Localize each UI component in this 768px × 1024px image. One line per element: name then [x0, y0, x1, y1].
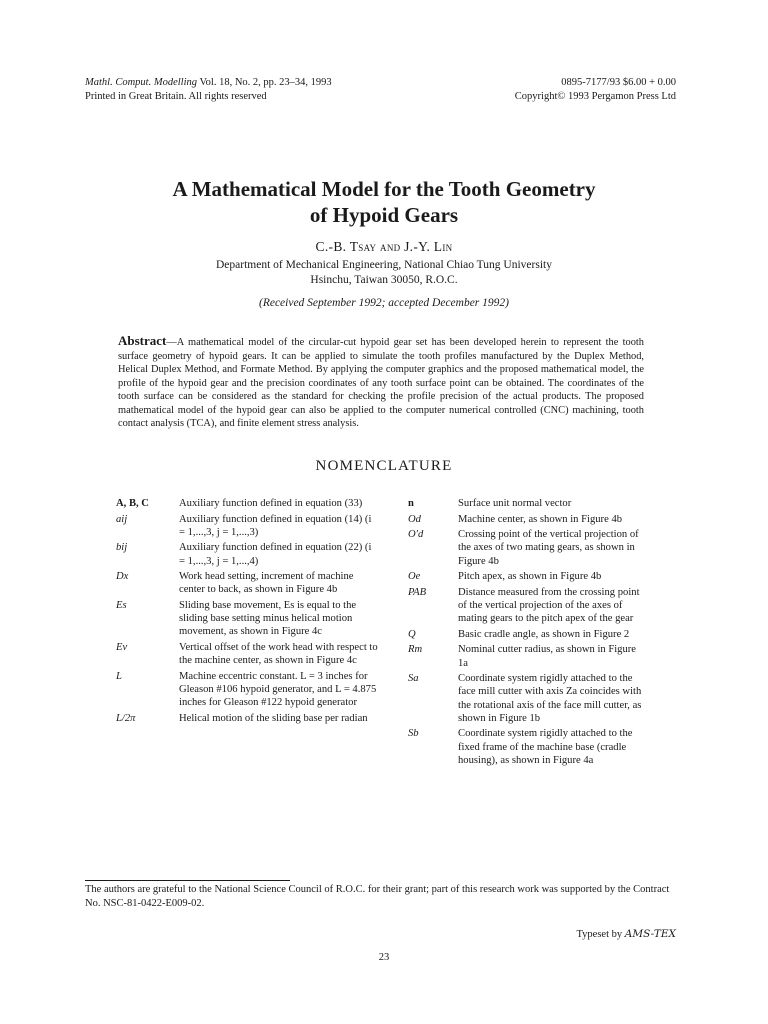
title-line-1: A Mathematical Model for the Tooth Geometry	[172, 177, 596, 201]
nomenclature-entry	[408, 513, 648, 526]
nomenclature-right-column	[408, 497, 648, 769]
nomenclature-entry	[116, 513, 378, 539]
nomenclature-entry	[116, 712, 378, 725]
nomenclature-definition: Auxiliary function defined in equation (14) (i = 1,...,3, j = 1,...,3)	[179, 513, 372, 538]
nomenclature-symbol: aij	[116, 513, 128, 525]
nomenclature-symbol: Rm	[408, 644, 423, 656]
nomenclature-entry	[116, 497, 378, 510]
journal-name: Mathl. Comput. Modelling	[85, 77, 197, 88]
printed-notice: Printed in Great Britain. All rights reserved	[85, 91, 267, 102]
nomenclature-symbol: bij	[116, 542, 128, 554]
nomenclature-symbol: L	[116, 670, 122, 682]
nomenclature-definition: Distance measured from the crossing point of the vertical projection of the axes of mating gears to the pitch apex of the gear	[458, 586, 640, 625]
nomenclature-left-column	[116, 497, 378, 727]
abstract-label: Abstract	[118, 333, 167, 348]
nomenclature-symbol: PAB	[408, 586, 427, 598]
nomenclature-symbol: Sa	[408, 673, 419, 685]
nomenclature-entry	[116, 570, 378, 596]
footnote-divider	[85, 880, 290, 881]
nomenclature-symbol: Ev	[116, 641, 128, 653]
copyright: Copyright© 1993 Pergamon Press Ltd	[514, 91, 676, 102]
ams-tex-logo: AMS-TEX	[624, 928, 676, 940]
nomenclature-symbol: O′d	[408, 529, 424, 541]
nomenclature-definition: Crossing point of the vertical projection of the axes of two mating gears, as shown in Figure 4b	[458, 529, 639, 567]
nomenclature-heading: NOMENCLATURE	[315, 458, 453, 474]
nomenclature-symbol: Dx	[116, 571, 129, 583]
footnote: The authors are grateful to the National Science Council of R.O.C. for their grant; part of this research work was supported by the Contract No. NSC-81-0422-E009-02.	[85, 884, 670, 909]
nomenclature-definition: Coordinate system rigidly attached to the face mill cutter with axis Za coincides with the rotational axis of the face mill cutter, as shown in Figure 1b	[458, 673, 642, 724]
affiliation	[0, 258, 768, 288]
nomenclature-definition: Auxiliary function defined in equation (22) (i = 1,...,3, j = 1,...,4)	[179, 542, 372, 567]
nomenclature-entry	[408, 643, 648, 669]
page-number: 23	[378, 952, 390, 963]
abstract-text: —A mathematical model of the circular-cut hypoid gear set has been developed herein to represent the tooth surface geometry of hypoid gears. It can be applied to simulate the tooth profiles manufactured by the Duplex Method, Helical Duplex Method, and Formate Method. By applying the computer graphics and the proposed mathematical model, the profile of the hypoid gear and the precision coordinates of any tooth surface point can be obtained. The coordinates of the tooth surface can be considered as the standard for checking the profile precision of the actual products. The proposed mathematical model of the hypoid gear can also be applied to the computer numerical controlled (CNC) machining, tooth contact analysis (TCA), and finite element stress analysis.	[118, 337, 644, 429]
nomenclature-definition: Nominal cutter radius, as shown in Figure 1a	[458, 644, 637, 669]
affiliation-line-2: Hsinchu, Taiwan 30050, R.O.C.	[310, 274, 458, 286]
nomenclature-symbol: Oe	[408, 571, 421, 583]
nomenclature-symbol: Sb	[408, 728, 419, 740]
nomenclature-definition: Helical motion of the sliding base per radian	[179, 712, 368, 724]
citation: Vol. 18, No. 2, pp. 23–34, 1993	[199, 77, 332, 88]
nomenclature-definition: Vertical offset of the work head with respect to the machine center, as shown in Figure 4c	[179, 641, 378, 667]
affiliation-line-1: Department of Mechanical Engineering, National Chiao Tung University	[216, 259, 552, 271]
issn-price: 0895-7177/93 $6.00 + 0.00	[561, 77, 676, 88]
nomenclature-definition: Coordinate system rigidly attached to the fixed frame of the machine base (cradle housing), as shown in Figure 4a	[458, 728, 633, 766]
received-dates: (Received September 1992; accepted December 1992)	[258, 297, 509, 309]
nomenclature-entry	[408, 672, 648, 725]
nomenclature-entry	[408, 497, 648, 510]
running-header-left	[85, 76, 332, 104]
nomenclature-definition: Machine eccentric constant. L = 3 inches for Gleason #106 hypoid generator, and L = 4.875 inches for Gleason #122 hypoid generator	[179, 670, 377, 709]
paper-title	[60, 176, 708, 228]
nomenclature-symbol: Es	[116, 599, 127, 611]
nomenclature-symbol: Od	[408, 513, 421, 525]
nomenclature-definition: Work head setting, increment of machine center to back, as shown in Figure 4b	[179, 571, 354, 596]
nomenclature-entry	[408, 628, 648, 641]
authors: C.-B. Tsay and J.-Y. Lin	[315, 239, 453, 254]
nomenclature-definition: Auxiliary function defined in equation (33)	[179, 498, 363, 509]
nomenclature-symbol: n	[408, 498, 414, 509]
nomenclature-entry	[408, 528, 648, 568]
title-line-2: of Hypoid Gears	[309, 203, 459, 227]
nomenclature-symbol: Q	[408, 628, 416, 640]
typeset-prefix: Typeset by	[576, 929, 623, 940]
nomenclature-symbol: L/2π	[116, 712, 136, 724]
nomenclature-entry	[408, 727, 648, 767]
abstract	[118, 334, 644, 431]
nomenclature-entry	[116, 641, 378, 667]
nomenclature-definition: Sliding base movement, Es is equal to the sliding base setting minus helical motion movement, as shown in Figure 4c	[179, 599, 357, 638]
nomenclature-entry	[116, 599, 378, 639]
nomenclature-entry	[116, 670, 378, 710]
nomenclature-definition: Machine center, as shown in Figure 4b	[458, 513, 623, 525]
nomenclature-definition: Pitch apex, as shown in Figure 4b	[458, 571, 602, 583]
nomenclature-entry	[116, 541, 378, 567]
nomenclature-definition: Basic cradle angle, as shown in Figure 2	[458, 628, 630, 640]
running-header-right	[515, 76, 676, 104]
nomenclature-definition: Surface unit normal vector	[458, 498, 572, 509]
typeset-credit	[577, 928, 677, 940]
nomenclature-entry	[408, 570, 648, 583]
nomenclature-symbol: A, B, C	[116, 498, 149, 509]
nomenclature-entry	[408, 586, 648, 626]
